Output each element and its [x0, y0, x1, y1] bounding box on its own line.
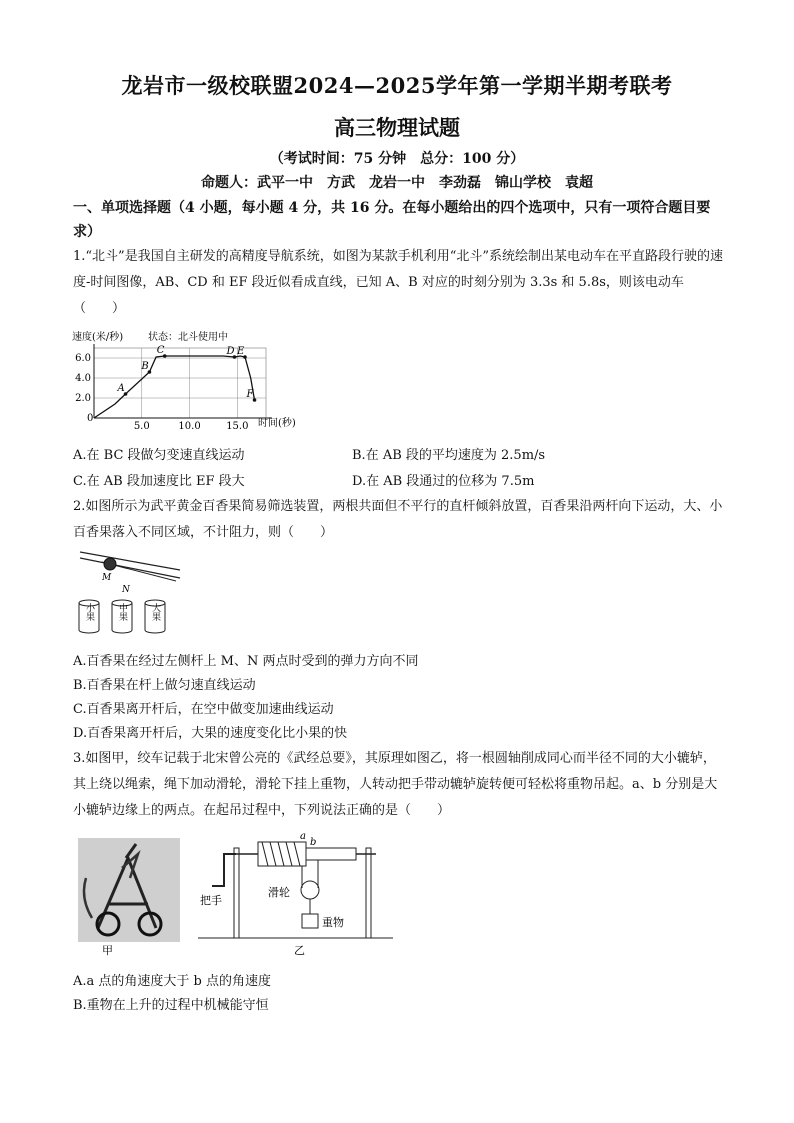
y-tick-label: 4.0: [75, 373, 91, 384]
chart-ylabel: 速度(米/秒): [72, 332, 124, 343]
bin-medium-label: 中果: [117, 603, 127, 621]
point-label-d: D: [226, 346, 235, 357]
label-jia: 甲: [102, 944, 113, 956]
left-post: [234, 848, 239, 938]
bin-large-label: 大果: [150, 603, 160, 621]
section-heading: 一、单项选择题（4 小题，每小题 4 分，共 16 分。在每小题给出的四个选项中，只有一项符合题目要求）: [73, 200, 711, 240]
chart-title: 状态：北斗使用中: [148, 332, 228, 343]
winch-photo-figure: [78, 838, 180, 956]
x-tick-label: 5.0: [133, 421, 150, 432]
y-tick-label: 2.0: [75, 393, 91, 404]
winch-diagram-figure: [198, 826, 398, 958]
bin-large: [145, 600, 165, 633]
q2-option-c: C.百香果离开杆后，在空中做变加速曲线运动: [73, 702, 334, 717]
q3-option-a: A.a 点的角速度大于 b 点的角速度: [73, 974, 271, 989]
q3-option-b: B.重物在上升的过程中机械能守恒: [73, 998, 269, 1013]
q1-option-c: C.在 AB 段加速度比 EF 段大: [73, 474, 245, 489]
question-3-stem: 3.如图甲，绞车记载于北宋曾公亮的《武经总要》，其原理如图乙，将一根圆轴削成同心而半径不同的大小辘轳，其上绕以绳索，绳下加动滑轮，滑轮下挂上重物，人转动把手带动辘轳旋转便可轻松将重物吊起。a、b 分别是大小辘轳边缘上的两点。在起吊过程中，下列说法正确的是（ ）: [73, 751, 718, 818]
bin-small: [79, 600, 99, 633]
x-tick-label: 10.0: [178, 421, 201, 432]
label-handle: 把手: [200, 894, 222, 907]
y-tick-label: 6.0: [75, 353, 91, 364]
passion-fruit: [104, 558, 116, 570]
chart-ticks: [75, 353, 248, 432]
point-label-b: B: [141, 361, 149, 372]
handle-crank: [212, 854, 236, 886]
label-pulley: 滑轮: [268, 886, 290, 899]
q2-option-a: A.百香果在经过左侧杆上 M、N 两点时受到的弹力方向不同: [73, 654, 419, 669]
right-post: [366, 848, 371, 938]
label-weight: 重物: [322, 916, 344, 929]
chart-axes: [94, 344, 272, 418]
weight-block: [302, 914, 318, 928]
label-m: M: [102, 573, 112, 583]
label-n: N: [122, 585, 130, 595]
x-tick-label: 15.0: [226, 421, 249, 432]
q2-option-b: B.百香果在杆上做匀速直线运动: [73, 678, 256, 693]
question-1-stem: 1.“北斗”是我国自主研发的高精度导航系统，如图为某款手机利用“北斗”系统绘制出某电动车在平直路段行驶的速度-时间图像，AB、CD 和 EF 段近似看成直线，已知 A、B 对应的时刻分别为 3.3s 和 5.8s，则该电动车（ ）: [73, 249, 723, 316]
pulley: [301, 881, 319, 899]
exam-authors: 命题人：武平一中 方武 龙岩一中 李劲磊 锦山学校 袁超: [201, 175, 593, 191]
q2-option-d: D.百香果离开杆后，大果的速度变化比小果的快: [73, 726, 348, 741]
exam-subtitle: 高三物理试题: [334, 115, 460, 140]
label-b: b: [310, 837, 317, 848]
fruit-sorter-figure: [72, 548, 196, 638]
chart-origin: 0: [87, 413, 94, 424]
point-label-f: F: [246, 389, 254, 400]
q1-option-b: B.在 AB 段的平均速度为 2.5m/s: [352, 448, 546, 463]
point-label-e: E: [236, 346, 245, 357]
exam-info: （考试时间：75 分钟 总分：100 分）: [269, 151, 525, 167]
velocity-time-chart: [70, 326, 310, 438]
label-yi: 乙: [294, 944, 305, 957]
exam-title: 龙岩市一级校联盟2024—2025学年第一学期半期考联考: [121, 73, 673, 98]
chart-xlabel: 时间(秒): [258, 418, 296, 429]
point-label-c: C: [156, 345, 165, 356]
bin-small-label: 小果: [84, 603, 94, 621]
question-2-stem: 2.如图所示为武平黄金百香果简易筛选装置，两根共面但不平行的直杆倾斜放置，百香果沿两杆向下运动，大、小百香果落入不同区域，不计阻力，则（ ）: [73, 499, 723, 540]
q1-option-a: A.在 BC 段做匀变速直线运动: [73, 448, 245, 463]
label-a: a: [300, 831, 306, 842]
chart-points: [117, 345, 257, 402]
bin-medium: [112, 600, 132, 633]
q1-option-d: D.在 AB 段通过的位移为 7.5m: [352, 474, 535, 489]
small-drum: [306, 848, 356, 860]
point-label-a: A: [117, 383, 125, 394]
